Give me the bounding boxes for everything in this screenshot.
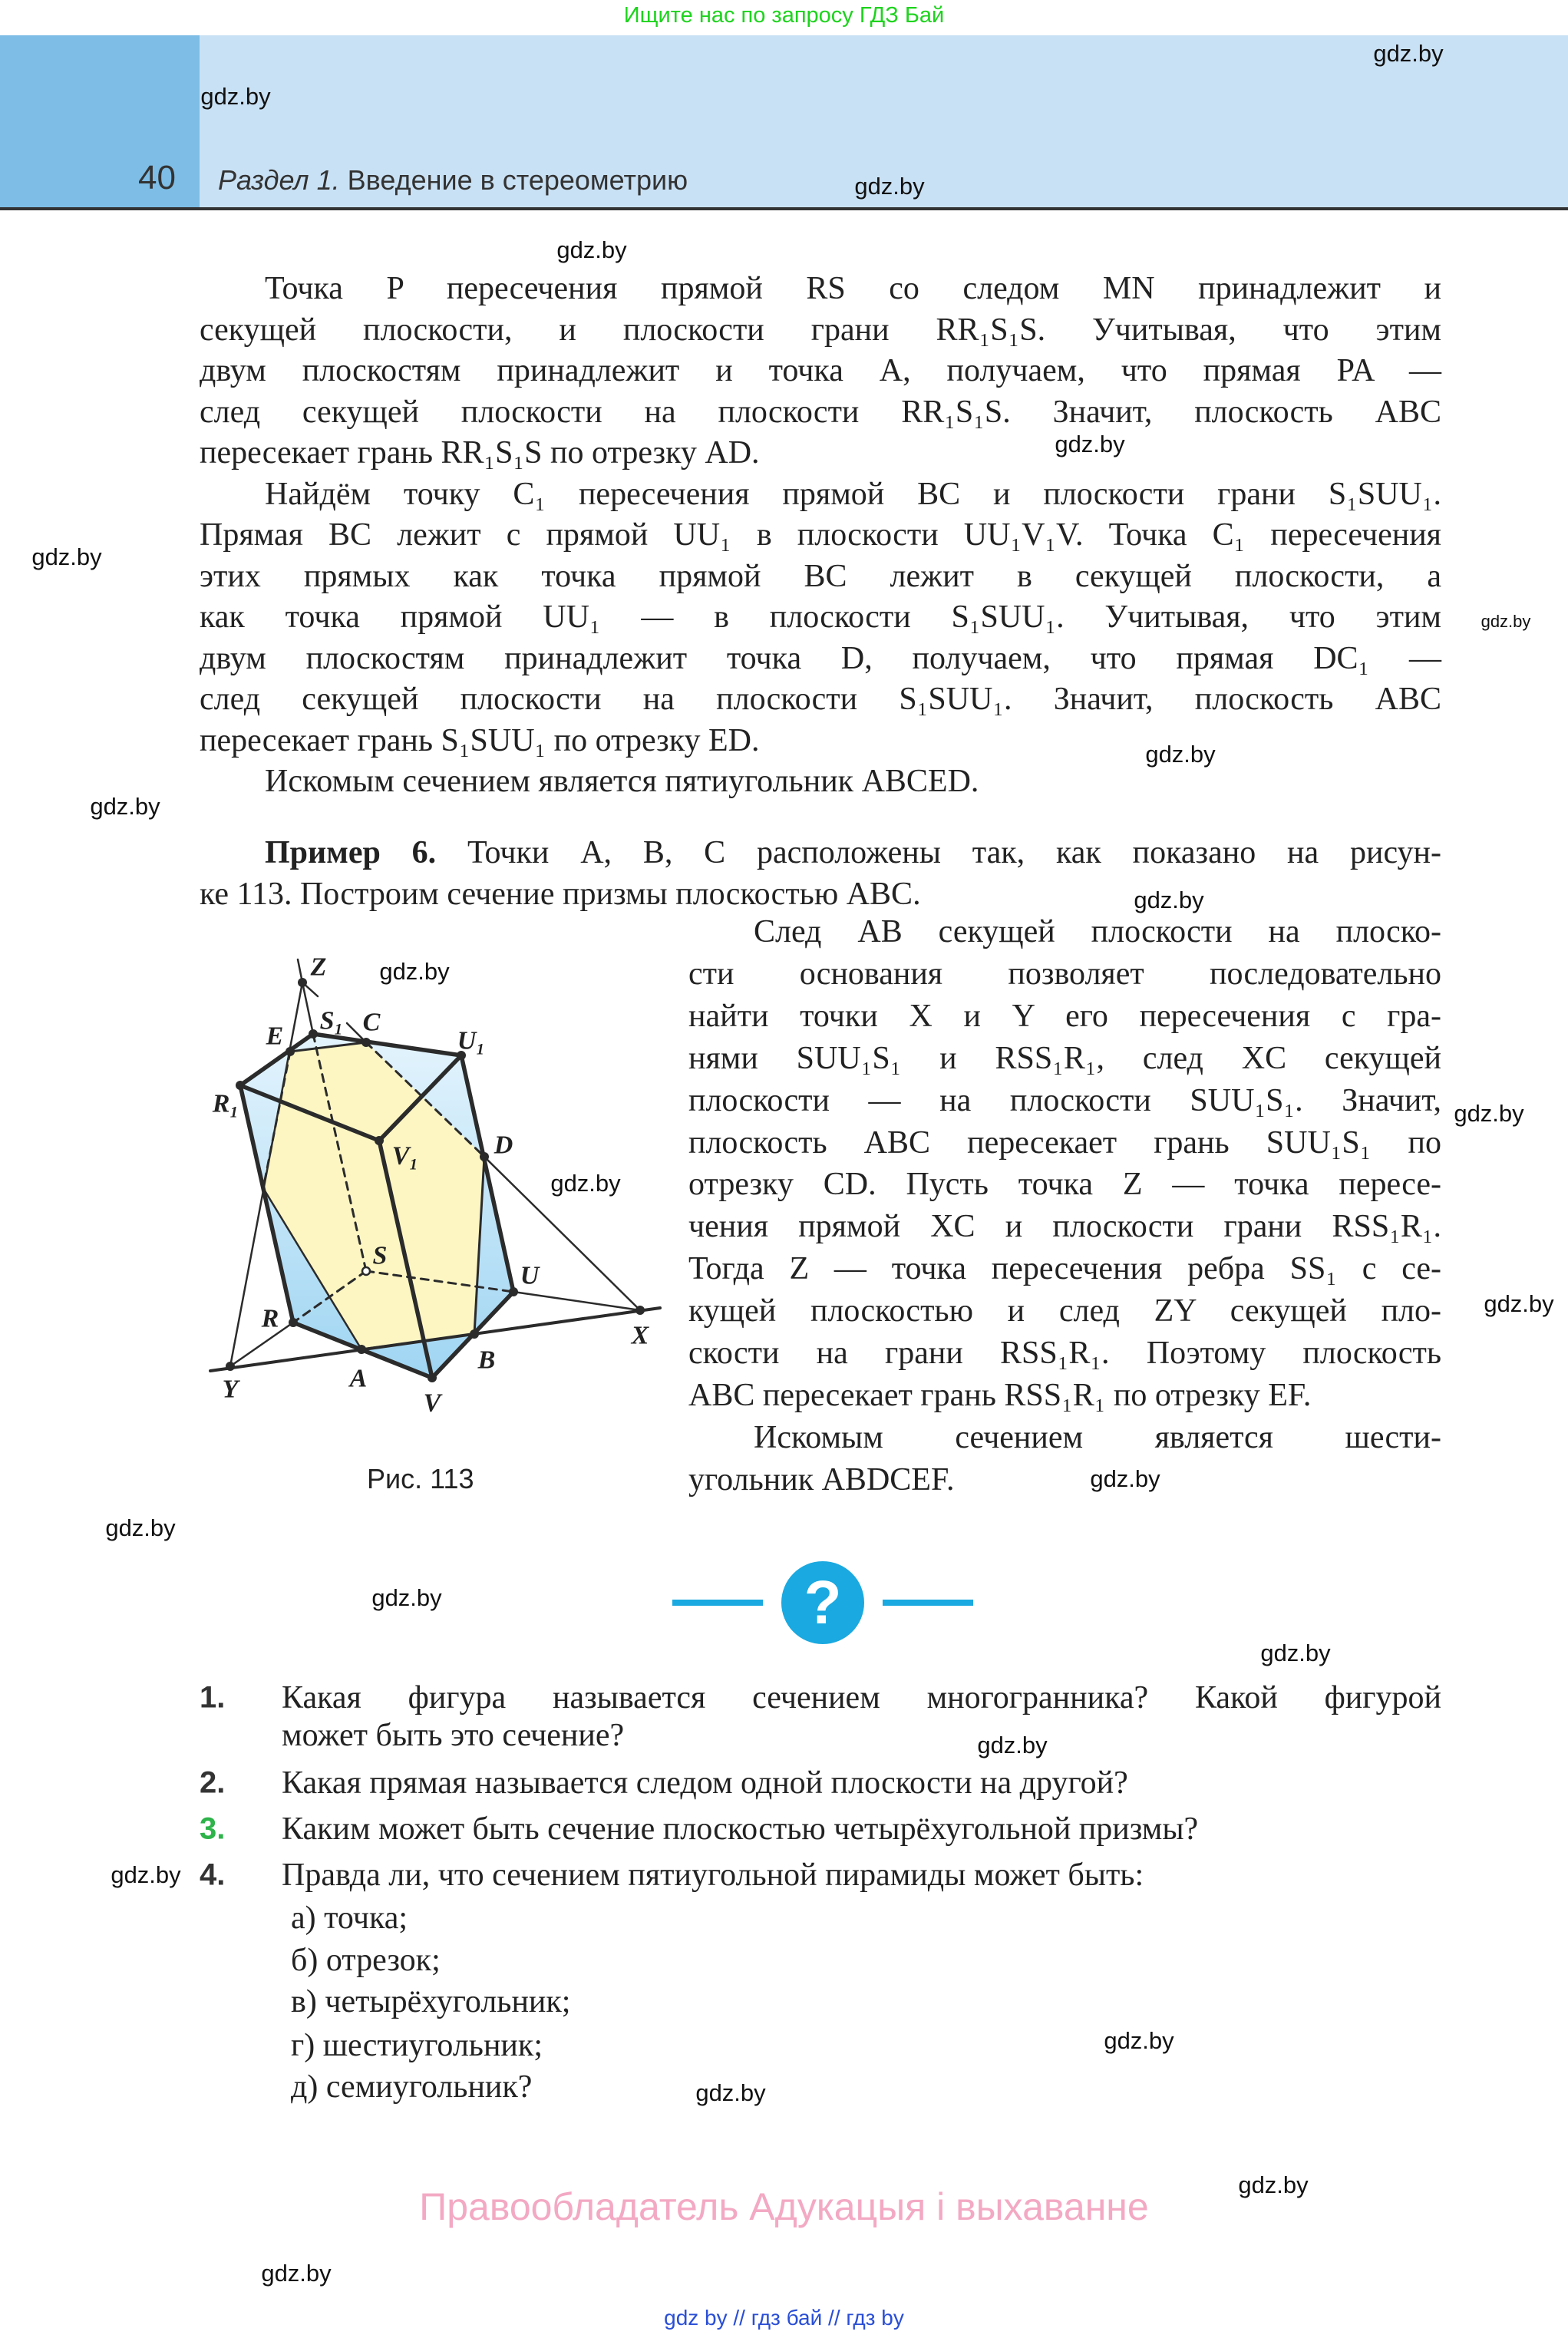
text-line: двум плоскостям принадлежит и точка A, получаем, что прямая PA —: [200, 353, 1441, 388]
watermark: gdz.by: [1484, 1290, 1554, 1317]
search-banner: Ищите нас по запросу ГДЗ Бай: [623, 3, 945, 28]
watermark: gdz.by: [111, 1861, 181, 1888]
watermark: gdz.by: [105, 1514, 176, 1541]
text-line: Искомым сечением является пятиугольник ABCED.: [265, 764, 979, 799]
text-line: нями SUU₁S₁ и RSS₁R₁, след XC секущей: [688, 1040, 1441, 1076]
example-6: [200, 832, 1441, 915]
watermark: gdz.by: [1090, 1465, 1160, 1492]
question-number: 4.: [200, 1858, 226, 1892]
page-number: 40: [138, 159, 176, 196]
question-option: г) шестиугольник;: [291, 2028, 543, 2063]
label-A: A: [349, 1364, 368, 1393]
watermark: gdz.by: [977, 1732, 1048, 1758]
text-line: двум плоскостям принадлежит точка D, получаем, что прямая DC₁ —: [200, 640, 1441, 676]
text-line: пересекает грань RR₁S₁S по отрезку AD.: [200, 435, 760, 471]
watermark: gdz.by: [371, 1584, 442, 1611]
label-R1: R₁: [212, 1089, 239, 1118]
text-line: секущей плоскости, и плоскости грани RR₁S₁S. Учитывая, что этим: [200, 312, 1441, 348]
text-line: [200, 832, 1441, 873]
divider-left: [672, 1600, 763, 1606]
label-U: U: [520, 1261, 540, 1290]
label-C: C: [362, 1008, 381, 1037]
example-label: Пример 6.: [265, 835, 437, 870]
label-B: B: [477, 1346, 496, 1375]
watermark: gdz.by: [1145, 741, 1216, 768]
text-line: найти точки X и Y его пересечения с гра-: [688, 998, 1441, 1034]
watermark: gdz.by: [1260, 1640, 1331, 1666]
watermark: gdz.by: [1454, 1100, 1524, 1127]
example-explanation: [688, 911, 1441, 1501]
text-line: кущей плоскостью и след ZY секущей пло-: [688, 1293, 1441, 1329]
text-line: След AB секущей плоскости на плоско-: [754, 914, 1441, 949]
section-title: [218, 164, 688, 196]
text-line: Найдём точку C₁ пересечения прямой BC и плоскости грани S₁SUU₁.: [265, 476, 1441, 512]
text-line: Прямая BC лежит с прямой UU₁ в плоскости UU₁V₁V. Точка C₁ пересечения: [200, 517, 1441, 553]
example-text: Точки A, B, C расположены так, как показано на рисун-: [436, 835, 1441, 870]
text-line: след секущей плоскости на плоскости S₁SUU₁. Значит, плоскость ABC: [200, 682, 1441, 717]
text-line: ABC пересекает грань RSS₁R₁ по отрезку EF.: [688, 1377, 1312, 1413]
watermark: gdz.by: [90, 793, 160, 820]
question-option: б) отрезок;: [291, 1943, 441, 1978]
watermark: gdz.by: [1104, 2027, 1174, 2054]
text-line: Искомым сечением является шести-: [754, 1419, 1441, 1455]
question-option: д) семиугольник?: [291, 2069, 533, 2105]
section-prefix: Раздел 1.: [218, 164, 340, 196]
watermark: gdz.by: [550, 1170, 621, 1197]
text-line: след секущей плоскости на плоскости RR₁S₁S. Значит, плоскость ABC: [200, 394, 1441, 430]
question-number: 3.: [200, 1811, 226, 1846]
question-option: в) четырёхугольник;: [291, 1984, 571, 2019]
text-line: ке 113. Построим сечение призмы плоскостью ABC.: [200, 877, 921, 912]
text-line: чения прямой XC и плоскости грани RSS₁R₁.: [688, 1209, 1441, 1245]
text-line: сти основания позволяет последовательно: [688, 956, 1441, 992]
question-text: может быть это сечение?: [282, 1718, 625, 1753]
watermark: gdz.by: [556, 236, 627, 263]
watermark: gdz.by: [1481, 612, 1531, 631]
label-S: S: [372, 1241, 388, 1270]
watermark: gdz.by: [1238, 2171, 1309, 2198]
text-line: отрезку CD. Пусть точка Z — точка пересе-: [688, 1167, 1441, 1203]
watermark: gdz.by: [200, 83, 271, 110]
text-line: Тогда Z — точка пересечения ребра SS₁ с се-: [688, 1251, 1441, 1287]
text-line: плоскости — на плоскости SUU₁S₁. Значит,: [688, 1082, 1441, 1118]
text-line: как точка прямой UU₁ — в плоскости S₁SUU₁. Учитывая, что этим: [200, 599, 1441, 635]
watermark: gdz.by: [1373, 40, 1444, 67]
label-Y: Y: [222, 1375, 239, 1404]
divider-right: [883, 1600, 973, 1606]
label-U1: U₁: [457, 1026, 486, 1055]
watermark: gdz.by: [31, 543, 102, 570]
copyright-notice: Правообладатель Адукацыя і выхаванне: [419, 2185, 1149, 2228]
question-text: Каким может быть сечение плоскостью четырёхугольной призмы?: [282, 1811, 1199, 1847]
label-V1: V₁: [391, 1141, 419, 1171]
watermark: gdz.by: [261, 2260, 332, 2287]
section-name: Введение в стереометрию: [339, 164, 688, 196]
text-line: плоскость ABC пересекает грань SUU₁S₁ по: [688, 1124, 1441, 1161]
label-E: E: [266, 1022, 284, 1051]
question-number: 1.: [200, 1680, 226, 1715]
label-R: R: [261, 1304, 279, 1333]
footer-links[interactable]: gdz by // гдз бай // гдз by: [664, 2306, 904, 2330]
body-text: [200, 269, 1441, 803]
question-text: Какая фигура называется сечением многогранника? Какой фигурой: [282, 1680, 1441, 1716]
watermark: gdz.by: [1134, 887, 1204, 913]
watermark: gdz.by: [379, 958, 450, 985]
question-text: Какая прямая называется следом одной плоскости на другой?: [282, 1765, 1128, 1801]
text-line: угольник ABDCEF.: [688, 1461, 955, 1498]
watermark: gdz.by: [854, 173, 925, 200]
question-text: Правда ли, что сечением пятиугольной пирамиды может быть:: [282, 1858, 1144, 1893]
label-S1: S₁: [319, 1006, 344, 1035]
label-X: X: [631, 1321, 649, 1350]
label-Z: Z: [310, 953, 327, 982]
label-V: V: [423, 1389, 441, 1412]
text-line: скости на грани RSS₁R₁. Поэтому плоскость: [688, 1336, 1441, 1372]
question-option: а) точка;: [291, 1900, 408, 1936]
label-D: D: [494, 1131, 513, 1160]
watermark: gdz.by: [1055, 431, 1125, 457]
question-number: 2.: [200, 1765, 226, 1800]
question-icon: ?: [781, 1561, 864, 1644]
text-line: этих прямых как точка прямой BC лежит в секущей плоскости, а: [200, 558, 1441, 594]
text-line: Точка P пересечения прямой RS со следом MN принадлежит и: [265, 271, 1441, 306]
figure-caption: Рис. 113: [367, 1463, 474, 1494]
watermark: gdz.by: [695, 2079, 766, 2106]
text-line: пересекает грань S₁SUU₁ по отрезку ED.: [200, 722, 760, 758]
